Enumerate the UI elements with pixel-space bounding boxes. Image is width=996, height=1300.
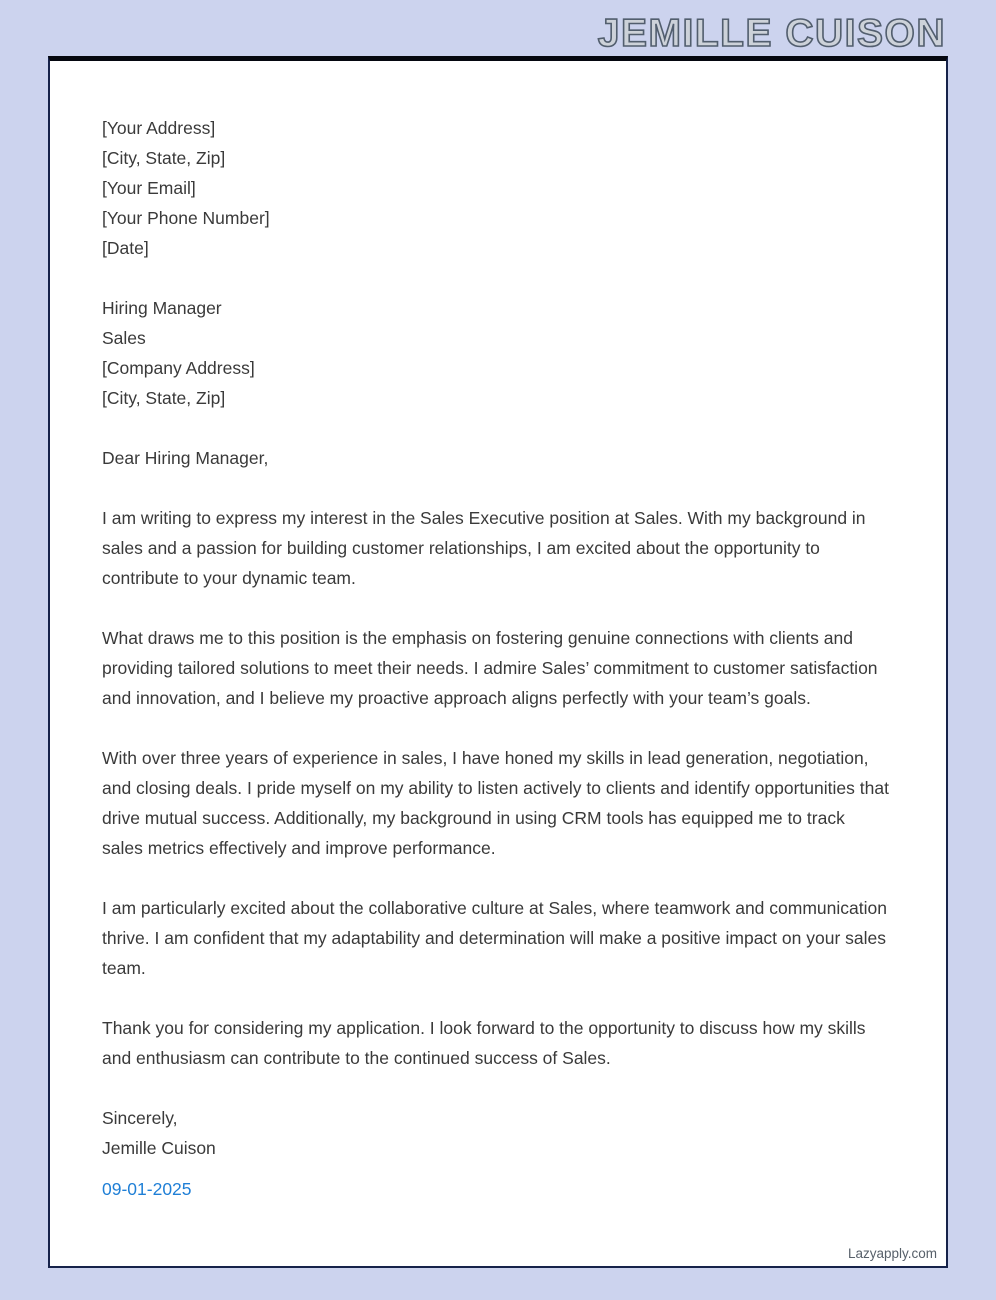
body-paragraph: Thank you for considering my application. I look forward to the opportunity to discuss how my skills and enthusiasm can contribute to the continued success of Sales.: [102, 1018, 866, 1068]
sender-address-block: [102, 113, 890, 263]
signature-block: [102, 1103, 890, 1204]
lazyapply-footer-link[interactable]: Lazyapply.com: [847, 1246, 937, 1261]
recipient-address-block: [102, 293, 890, 413]
body-paragraph: I am writing to express my interest in the Sales Executive position at Sales. With my background in sales and a passion for building customer relationships, I am excited about the opportunity to contribute to your dynamic team.: [102, 508, 866, 588]
sender-address-line: [Your Phone Number]: [102, 208, 270, 228]
sender-address-line: [Date]: [102, 238, 149, 258]
recipient-line: Sales: [102, 328, 146, 348]
recipient-line: [City, State, Zip]: [102, 388, 226, 408]
body-paragraph: I am particularly excited about the collaborative culture at Sales, where teamwork and communication thrive. I am confident that my adaptability and determination will make a positive impact on your sales team.: [102, 898, 887, 978]
sender-address-line: [Your Address]: [102, 118, 216, 138]
header-candidate-name: JEMILLE CUISON: [597, 12, 946, 55]
recipient-line: [Company Address]: [102, 358, 255, 378]
sender-address-line: [Your Email]: [102, 178, 196, 198]
signature-name: Jemille Cuison: [102, 1138, 216, 1158]
body-paragraph: What draws me to this position is the emphasis on fostering genuine connections with clients and providing tailored solutions to meet their needs. I admire Sales’ commitment to customer satisfaction and innovation, and I believe my proactive approach aligns perfectly with your team’s goals.: [102, 628, 878, 708]
sender-address-line: [City, State, Zip]: [102, 148, 226, 168]
body-paragraph: With over three years of experience in sales, I have honed my skills in lead generation, negotiation, and closing deals. I pride myself on my ability to listen actively to clients and identify opportunities that drive mutual success. Additionally, my background in using CRM tools has equipped me to track sales metrics effectively and improve performance.: [102, 748, 889, 858]
closing: Sincerely,: [102, 1108, 178, 1128]
recipient-line: Hiring Manager: [102, 298, 222, 318]
salutation: Dear Hiring Manager,: [102, 448, 269, 468]
letter-page: [48, 56, 948, 1268]
signature-date-link[interactable]: 09-01-2025: [102, 1179, 192, 1199]
